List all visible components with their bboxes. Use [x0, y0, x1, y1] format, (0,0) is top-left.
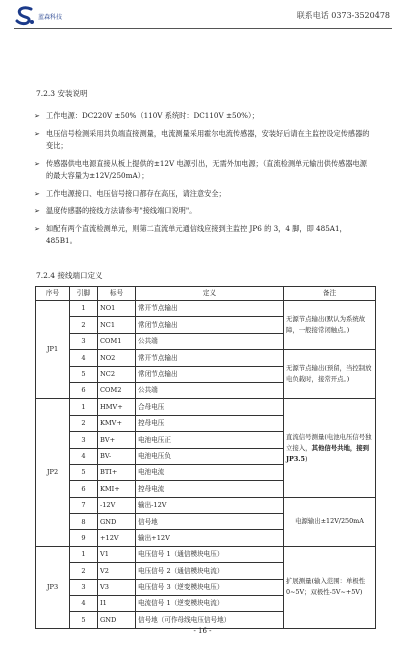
table-row: 6 COM2 公共端 [36, 382, 376, 398]
install-notes-list [34, 110, 372, 253]
note-cell: 无源节点输出(默认为系统故障，一般接常闭触点。) [284, 301, 376, 350]
table-row: 2 V2 电压信号 2（通信模块电流） [36, 563, 376, 579]
table-row: 5 BTI+ 电池电流 [36, 464, 376, 480]
table-row: 3 COM1 公共端 [36, 333, 376, 349]
arrow-bullet-icon: ➢ [34, 159, 40, 168]
list-item: ➢ 传感器供电电源直接从板上提供的±12V 电源引出，无需外加电源；（直流检测单元输出供传感器电源的最大容量为±12V/250mA）； [34, 158, 367, 180]
col-header: 标号 [98, 287, 136, 301]
note-cell: 直流信号测量(电池电压信号独立接入，其他信号共地，接到 JP3.5) [284, 399, 376, 497]
table-row: 5 GND 信号地（可作母线电压信号地） [36, 612, 376, 628]
arrow-bullet-icon: ➢ [34, 129, 40, 138]
table-row: 5 NC2 常闭节点输出 [36, 366, 376, 382]
col-header: 序号 [36, 287, 70, 301]
port-definition-table [35, 286, 376, 629]
group-label-jp3: JP3 [36, 546, 70, 628]
section-title-ports: 7.2.4 接线端口定义 [36, 271, 103, 280]
page-header [14, 6, 392, 29]
note-cell: 无源节点输出(预留，当控制放电负载时，接常开点。) [284, 350, 376, 399]
note-cell: 电源输出±12V/250mA [284, 497, 376, 546]
table-row: 4 NO2 常开节点输出 无源节点输出(预留，当控制放电负载时，接常开点。) [36, 350, 376, 366]
table-row: 9 +12V 输出+12V [36, 530, 376, 546]
group-label-jp1: JP1 [36, 301, 70, 399]
company-logo-icon [14, 6, 36, 26]
list-item: ➢ 工作电源：DC220V ±50%（110V 系统时：DC110V ±50%）； [34, 110, 372, 123]
table-row: JP3 1 V1 电压信号 1（通信模块电压） 扩展测量(输入范围：单极性 0~5V；双极性-5V~+5V) [36, 546, 376, 562]
list-item: ➢ 如配有两个直流检测单元，则第二直流单元通信线应接到主监控 JP6 的 3，4 脚，即 485A1，485B1。 [34, 223, 347, 245]
table-row: JP1 1 NO1 常开节点输出 无源节点输出(默认为系统故障，一般接常闭触点。) [36, 301, 376, 317]
arrow-bullet-icon: ➢ [34, 189, 40, 198]
list-item: ➢ 工作电源接口、电压信号接口都存在高压，请注意安全； [34, 188, 372, 201]
arrow-bullet-icon: ➢ [34, 224, 40, 233]
section-title-install: 7.2.3 安装说明 [36, 89, 88, 98]
arrow-bullet-icon: ➢ [34, 112, 40, 120]
table-row: 8 GND 信号地 [36, 514, 376, 530]
contact-phone: 联系电话 0373-3520478 [296, 11, 390, 20]
table-row: 7 -12V 输出-12V 电源输出±12V/250mA [36, 497, 376, 513]
table-header-row [36, 287, 376, 301]
brand-name: 蓝森科技 [38, 14, 63, 21]
col-header: 定义 [136, 287, 284, 301]
list-item: ➢ 温度传感器的接线方法请参考"接线端口说明"。 [34, 205, 372, 218]
col-header: 备注 [284, 287, 376, 301]
table-row: 3 BV+ 电池电压正 [36, 432, 376, 448]
arrow-bullet-icon: ➢ [34, 207, 40, 215]
table-row: 4 BV- 电池电压负 [36, 448, 376, 464]
col-header: 引脚 [70, 287, 98, 301]
table-row: 6 KMI+ 控母电流 [36, 481, 376, 497]
table-row: 3 V3 电压信号 3（逆变模块电压） [36, 579, 376, 595]
list-item: ➢ 电压信号检测采用共负端直接测量，电流测量采用霍尔电流传感器，安装好后请在主监控设定传感器的变比； [34, 128, 370, 150]
note-cell: 扩展测量(输入范围：单极性 0~5V；双极性-5V~+5V) [284, 546, 376, 628]
group-label-jp2: JP2 [36, 399, 70, 547]
table-row: 4 I1 电流信号 1（逆变模块电流） [36, 596, 376, 612]
table-row: JP2 1 HMV+ 合母电压 直流信号测量(电池电压信号独立接入，其他信号共地，接到 JP3.5) [36, 399, 376, 415]
page-number: - 16 - [193, 627, 212, 635]
table-row: 2 NC1 常闭节点输出 [36, 317, 376, 333]
table-row: 2 KMV+ 控母电压 [36, 415, 376, 431]
